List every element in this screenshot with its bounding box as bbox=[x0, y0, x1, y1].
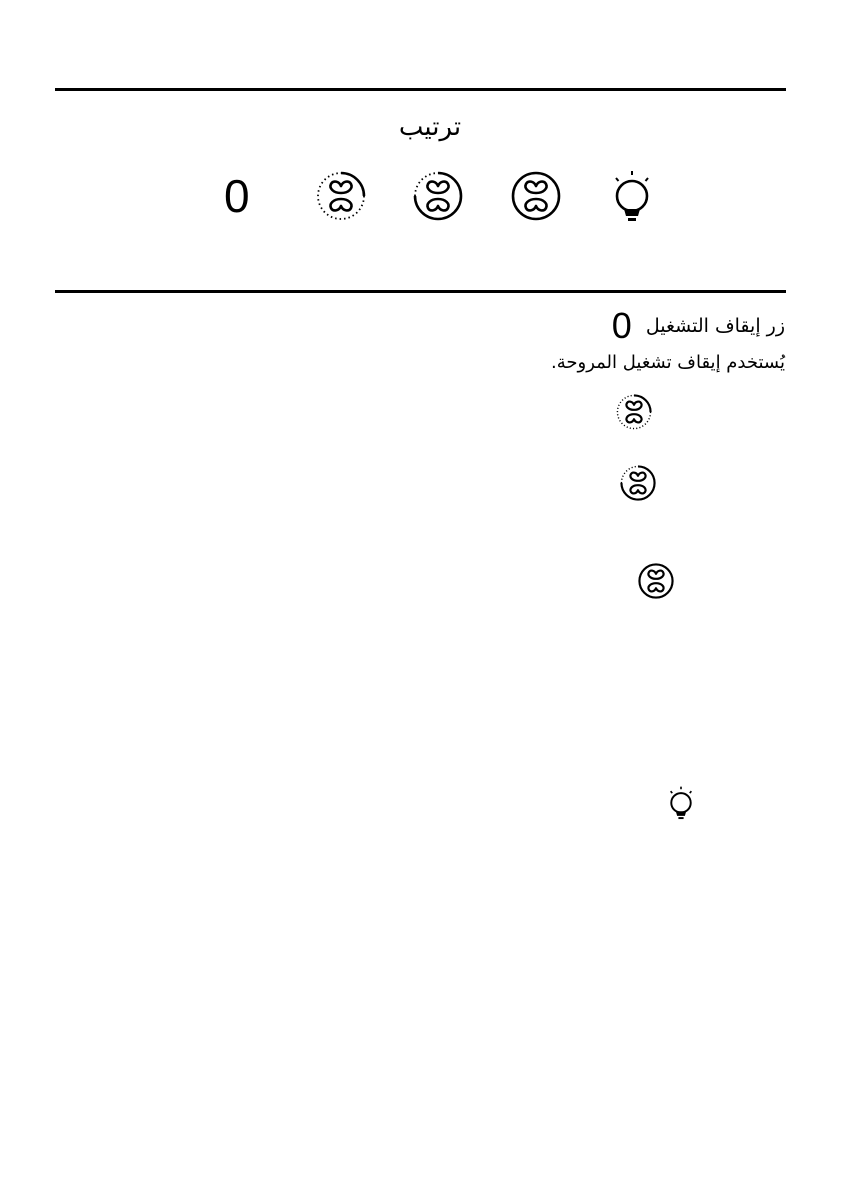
off-button-description: يُستخدم إيقاف تشغيل المروحة. bbox=[551, 352, 785, 373]
fan-speed-3-icon bbox=[511, 171, 561, 221]
fan-speed-3-icon bbox=[638, 563, 674, 599]
off-symbol: 0 bbox=[224, 170, 250, 222]
off-button-symbol: 0 bbox=[611, 305, 632, 346]
page-title: ترتيب bbox=[398, 112, 462, 142]
light-bulb-icon bbox=[609, 170, 655, 224]
off-button-title: زر إيقاف التشغيل bbox=[645, 315, 785, 337]
fan-speed-2-icon bbox=[413, 171, 463, 221]
top-divider bbox=[55, 88, 786, 91]
off-button-heading bbox=[611, 305, 785, 346]
fan-speed-2-icon bbox=[620, 465, 656, 501]
fan-speed-1-icon bbox=[616, 394, 652, 430]
section-divider bbox=[55, 290, 786, 293]
fan-speed-1-icon bbox=[316, 171, 366, 221]
light-bulb-icon bbox=[666, 786, 696, 821]
